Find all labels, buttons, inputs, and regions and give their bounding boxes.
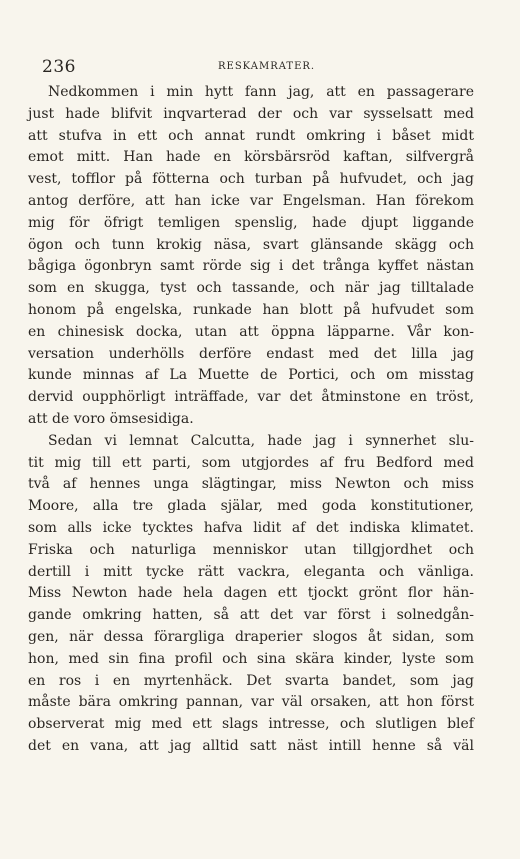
body-text [28,82,474,758]
text-line: som alls icke tycktes hafva lidit af det indiska klimatet. [28,519,474,536]
text-line: hon, med sin fina profil och sina skära kinder, lyste som [28,650,474,667]
running-title: RESKAMRATER. [218,61,316,72]
text-line: en chinesisk docka, utan att öppna läpparne. Vår kon- [28,323,474,340]
text-line: en ros i en myrtenhäck. Det svarta bandet, som jag [28,672,474,689]
text-line: att de voro ömsesidiga. [28,410,194,427]
text-line: ögon och tunn krokig näsa, svart glänsande skägg och [28,236,474,253]
text-line: dervid oupphörligt inträffade, var det åtminstone en tröst, [28,389,474,406]
text-line: två af hennes unga slägtingar, miss Newton och miss [28,476,474,493]
text-line: Nedkommen i min hytt fann jag, att en passagerare [48,84,474,100]
text-line: bågiga ögonbryn samt rörde sig i det trånga kyffet nästan [28,258,474,275]
page-number: 236 [42,57,76,77]
text-line: vest, tofflor på fötterna och turban på hufvudet, och jag [28,171,474,188]
text-line: tit mig till ett parti, som utgjordes af fru Bedford med [28,454,474,471]
text-line: mig för öfrigt temligen spenslig, hade djupt liggande [28,214,474,231]
page-header [42,56,488,78]
text-line: Sedan vi lemnat Calcutta, hade jag i synnerhet slu- [48,432,474,449]
text-line: Friska och naturliga menniskor utan tillgjordhet och [28,541,474,558]
text-line: som en skugga, tyst och tassande, och när jag tilltalade [28,280,474,297]
text-line: dertill i mitt tycke rätt vackra, eleganta och vänliga. [28,563,474,580]
text-line: Miss Newton hade hela dagen ett tjockt grönt flor hän- [28,585,474,602]
text-line: kunde minnas af La Muette de Portici, och om misstag [28,367,474,384]
text-line: just hade blifvit inqvarterad der och var sysselsatt med [28,105,474,122]
text-line: observerat mig med ett slags intresse, och slutligen blef [28,716,474,733]
text-line: att stufva in ett och annat rundt omkring i båset midt [28,127,474,144]
text-line: versation underhölls derföre endast med det lilla jag [28,345,474,362]
text-line: måste bära omkring pannan, var väl orsaken, att hon först [28,694,474,711]
text-line: gande omkring hatten, så att det var först i solnedgån- [28,607,474,624]
text-line: Moore, alla tre glada själar, med goda konstitutioner, [28,498,474,515]
text-line: emot mitt. Han hade en körsbärsröd kaftan, silfvergrå [28,149,474,166]
text-line: gen, när dessa förargliga draperier slogos åt sidan, som [28,628,474,645]
text-line: antog derföre, att han icke var Engelsman. Han förekom [28,192,474,209]
text-line: honom på engelska, runkade han blott på hufvudet som [28,301,474,318]
text-line: det en vana, att jag alltid satt näst intill henne så väl [28,737,474,754]
